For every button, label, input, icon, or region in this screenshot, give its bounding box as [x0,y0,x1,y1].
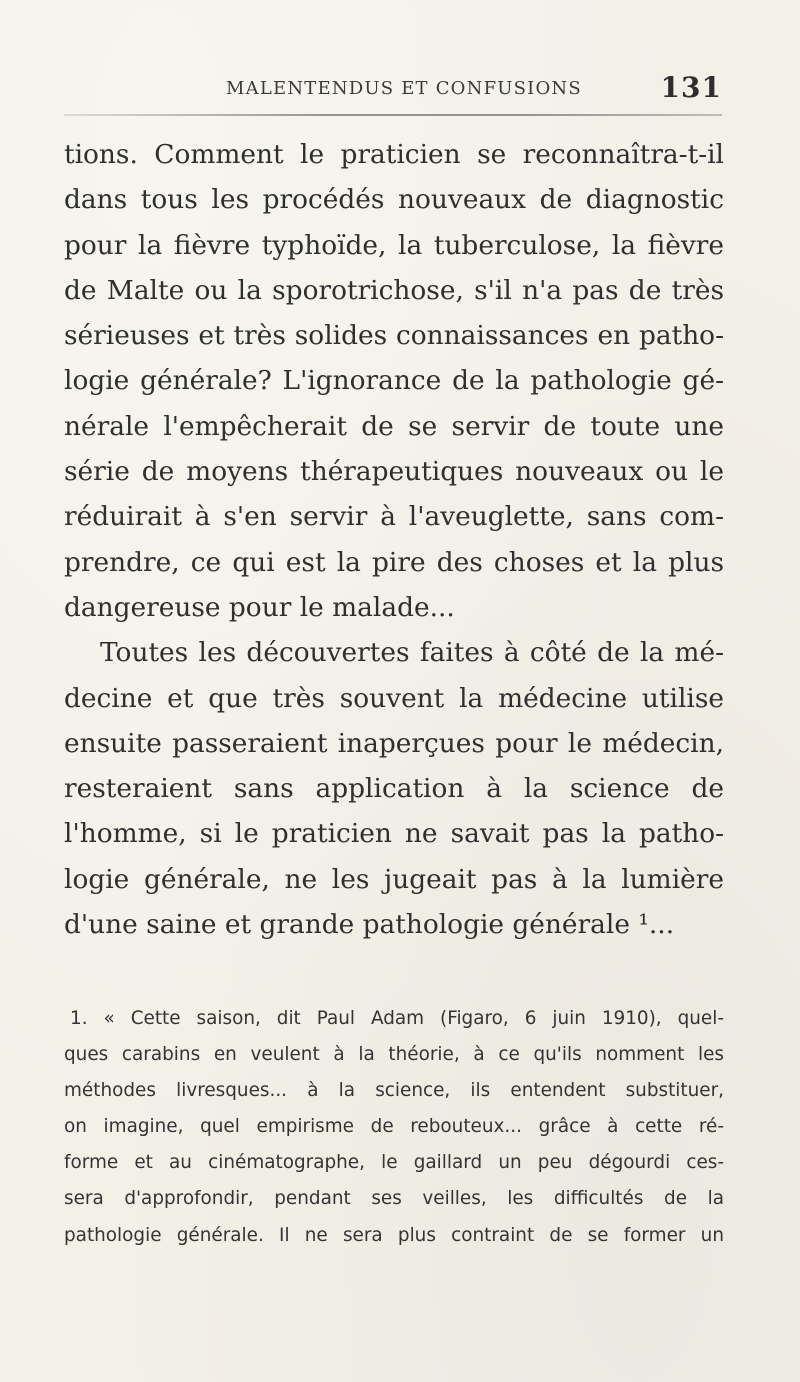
text-line: ensuite passeraient inaperçues pour le médecin, [64,727,724,759]
text-line: sérieuses et très solides connaissances en patho- [64,320,724,352]
footnote [64,1001,724,1254]
paragraph-start-line: Toutes les découvertes faites à côté de la mé- [100,637,724,669]
running-title: MALENTENDUS ET CONFUSIONS [226,78,582,99]
footnote-line: méthodes livresques... à la science, ils entendent substituer, [64,1080,724,1102]
header-rule [64,114,722,116]
page-number: 131 [660,71,722,104]
text-line: réduirait à s'en servir à l'aveuglette, sans com- [64,501,724,533]
text-line: nérale l'empêcherait de se servir de toute une [64,410,724,442]
main-text [64,132,724,947]
text-line: l'homme, si le praticien ne savait pas la patho- [64,818,724,850]
paragraph-end-line: dangereuse pour le malade... [64,591,455,623]
footnote-line: on imagine, quel empirisme de rebouteux... grâce à cette ré- [64,1116,724,1138]
text-line: decine et que très souvent la médecine utilise [64,682,724,714]
footnote-line: sera d'approfondir, pendant ses veilles, les difficultés de la [64,1188,724,1210]
text-line: prendre, ce qui est la pire des choses et la plus [64,546,724,578]
footnote-line: 1. « Cette saison, dit Paul Adam (Figaro, 6 juin 1910), quel- [70,1008,724,1029]
paragraph-end-line: d'une saine et grande pathologie générale ¹... [64,909,675,941]
text-line: dans tous les procédés nouveaux de diagnostic [64,184,724,216]
text-line: de Malte ou la sporotrichose, s'il n'a pas de très [64,274,724,306]
footnote-line: pathologie générale. Il ne sera plus contraint de se former un [64,1224,724,1246]
text-line: série de moyens thérapeutiques nouveaux ou le [64,456,724,488]
footnote-line: ques carabins en veulent à la théorie, à ce qu'ils nomment les [64,1044,724,1066]
text-line: tions. Comment le praticien se reconnaîtra-t-il [64,139,724,170]
footnote-line: forme et au cinématographe, le gaillard un peu dégourdi ces- [64,1152,724,1174]
text-line: pour la fièvre typhoïde, la tuberculose, la fièvre [64,229,724,261]
text-line: logie générale? L'ignorance de la pathologie gé- [64,365,724,397]
text-line: logie générale, ne les jugeait pas à la lumière [64,863,724,895]
text-line: resteraient sans application à la science de [64,773,724,805]
